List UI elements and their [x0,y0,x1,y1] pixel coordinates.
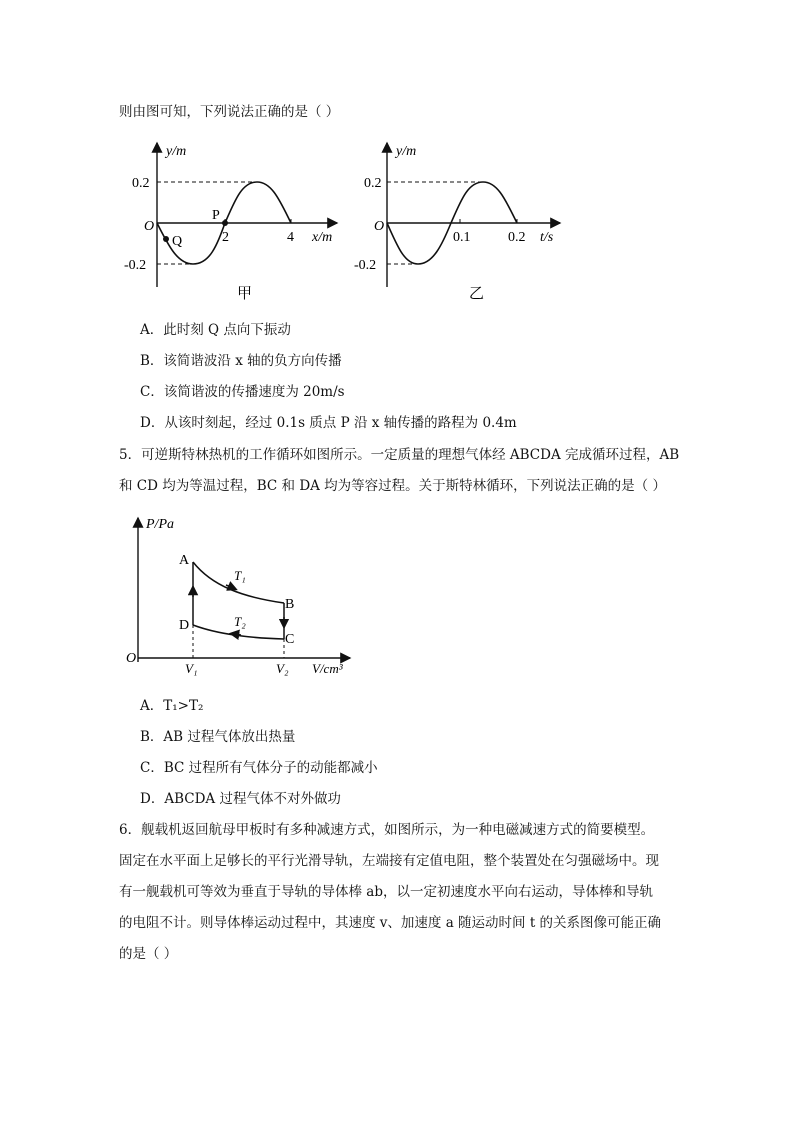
state-d: D [179,618,190,633]
q4-option-b: B．该简谐波沿 x 轴的负方向传播 [140,353,342,369]
t2-label: T₂ [234,614,246,629]
x-label: t/s [540,230,554,245]
point-q-label: Q [172,234,183,249]
point-p-label: P [212,208,220,223]
state-c: C [285,632,295,647]
caption-yi: 乙 [469,286,485,302]
y-top-label: 0.2 [364,176,382,191]
q6-stem-line3: 有一舰载机可等效为垂直于导轨的导体棒 ab，以一定初速度水平向右运动，导体棒和导轨 [119,884,653,900]
origin-label: O [374,219,385,234]
q6-stem-line4: 的电阻不计。则导体棒运动过程中，其速度 v、加速度 a 随运动时间 t 的关系图像可能正确 [119,915,662,931]
q6-stem-line5: 的是（ ） [119,946,178,962]
q4-option-c: C．该简谐波的传播速度为 20m/s [140,384,345,400]
q5-option-a: A．T₁>T₂ [140,698,204,714]
q6-stem-line2: 固定在水平面上足够长的平行光滑导轨，左端接有定值电阻，整个装置处在匀强磁场中。现 [119,853,659,869]
stirling-cycle-graph [122,512,357,682]
state-b: B [285,597,295,612]
v2-label: V₂ [276,661,289,676]
q4-option-d: D．从该时刻起，经过 0.1s 质点 P 沿 x 轴传播的路程为 0.4m [140,415,517,431]
y-label: y/m [396,144,417,159]
t-tick-01: 0.1 [453,230,471,245]
x-label: x/m [312,230,333,245]
t-tick-02: 0.2 [508,230,526,245]
p-label: P/Pa [146,517,174,532]
q4-intro: 则由图可知，下列说法正确的是（ ） [119,104,340,120]
q5-option-b: B．AB 过程气体放出热量 [140,729,296,745]
caption-jia: 甲 [237,286,253,302]
point-q-dot [163,236,169,242]
y-top-label: 0.2 [132,176,150,191]
v1-label: V₁ [185,661,198,676]
y-label: y/m [166,144,187,159]
q5-option-c: C．BC 过程所有气体分子的动能都减小 [140,760,378,776]
q5-option-d: D．ABCDA 过程气体不对外做功 [140,791,341,807]
t1-label: T₁ [234,568,246,583]
q6-stem-line1: 6．舰载机返回航母甲板时有多种减速方式，如图所示，为一种电磁减速方式的简要模型。 [119,822,655,838]
q5-stem-line1: 5．可逆斯特林热机的工作循环如图所示。一定质量的理想气体经 ABCDA 完成循环过程，AB [119,447,680,463]
q5-stem-line2: 和 CD 均为等温过程，BC 和 DA 均为等容过程。关于斯特林循环，下列说法正确的是（ ） [119,478,666,494]
y-bottom-label: -0.2 [124,258,147,273]
x-tick-2: 2 [222,230,229,245]
v-label: V/cm³ [312,661,343,676]
wave-graph-jia [124,135,345,305]
y-bottom-label: -0.2 [354,258,377,273]
state-a: A [179,553,190,568]
q4-option-a: A．此时刻 Q 点向下振动 [140,322,291,338]
origin-label: O [126,651,137,666]
origin-label: O [144,219,155,234]
vibration-graph-yi [354,135,565,305]
x-tick-4: 4 [287,230,294,245]
